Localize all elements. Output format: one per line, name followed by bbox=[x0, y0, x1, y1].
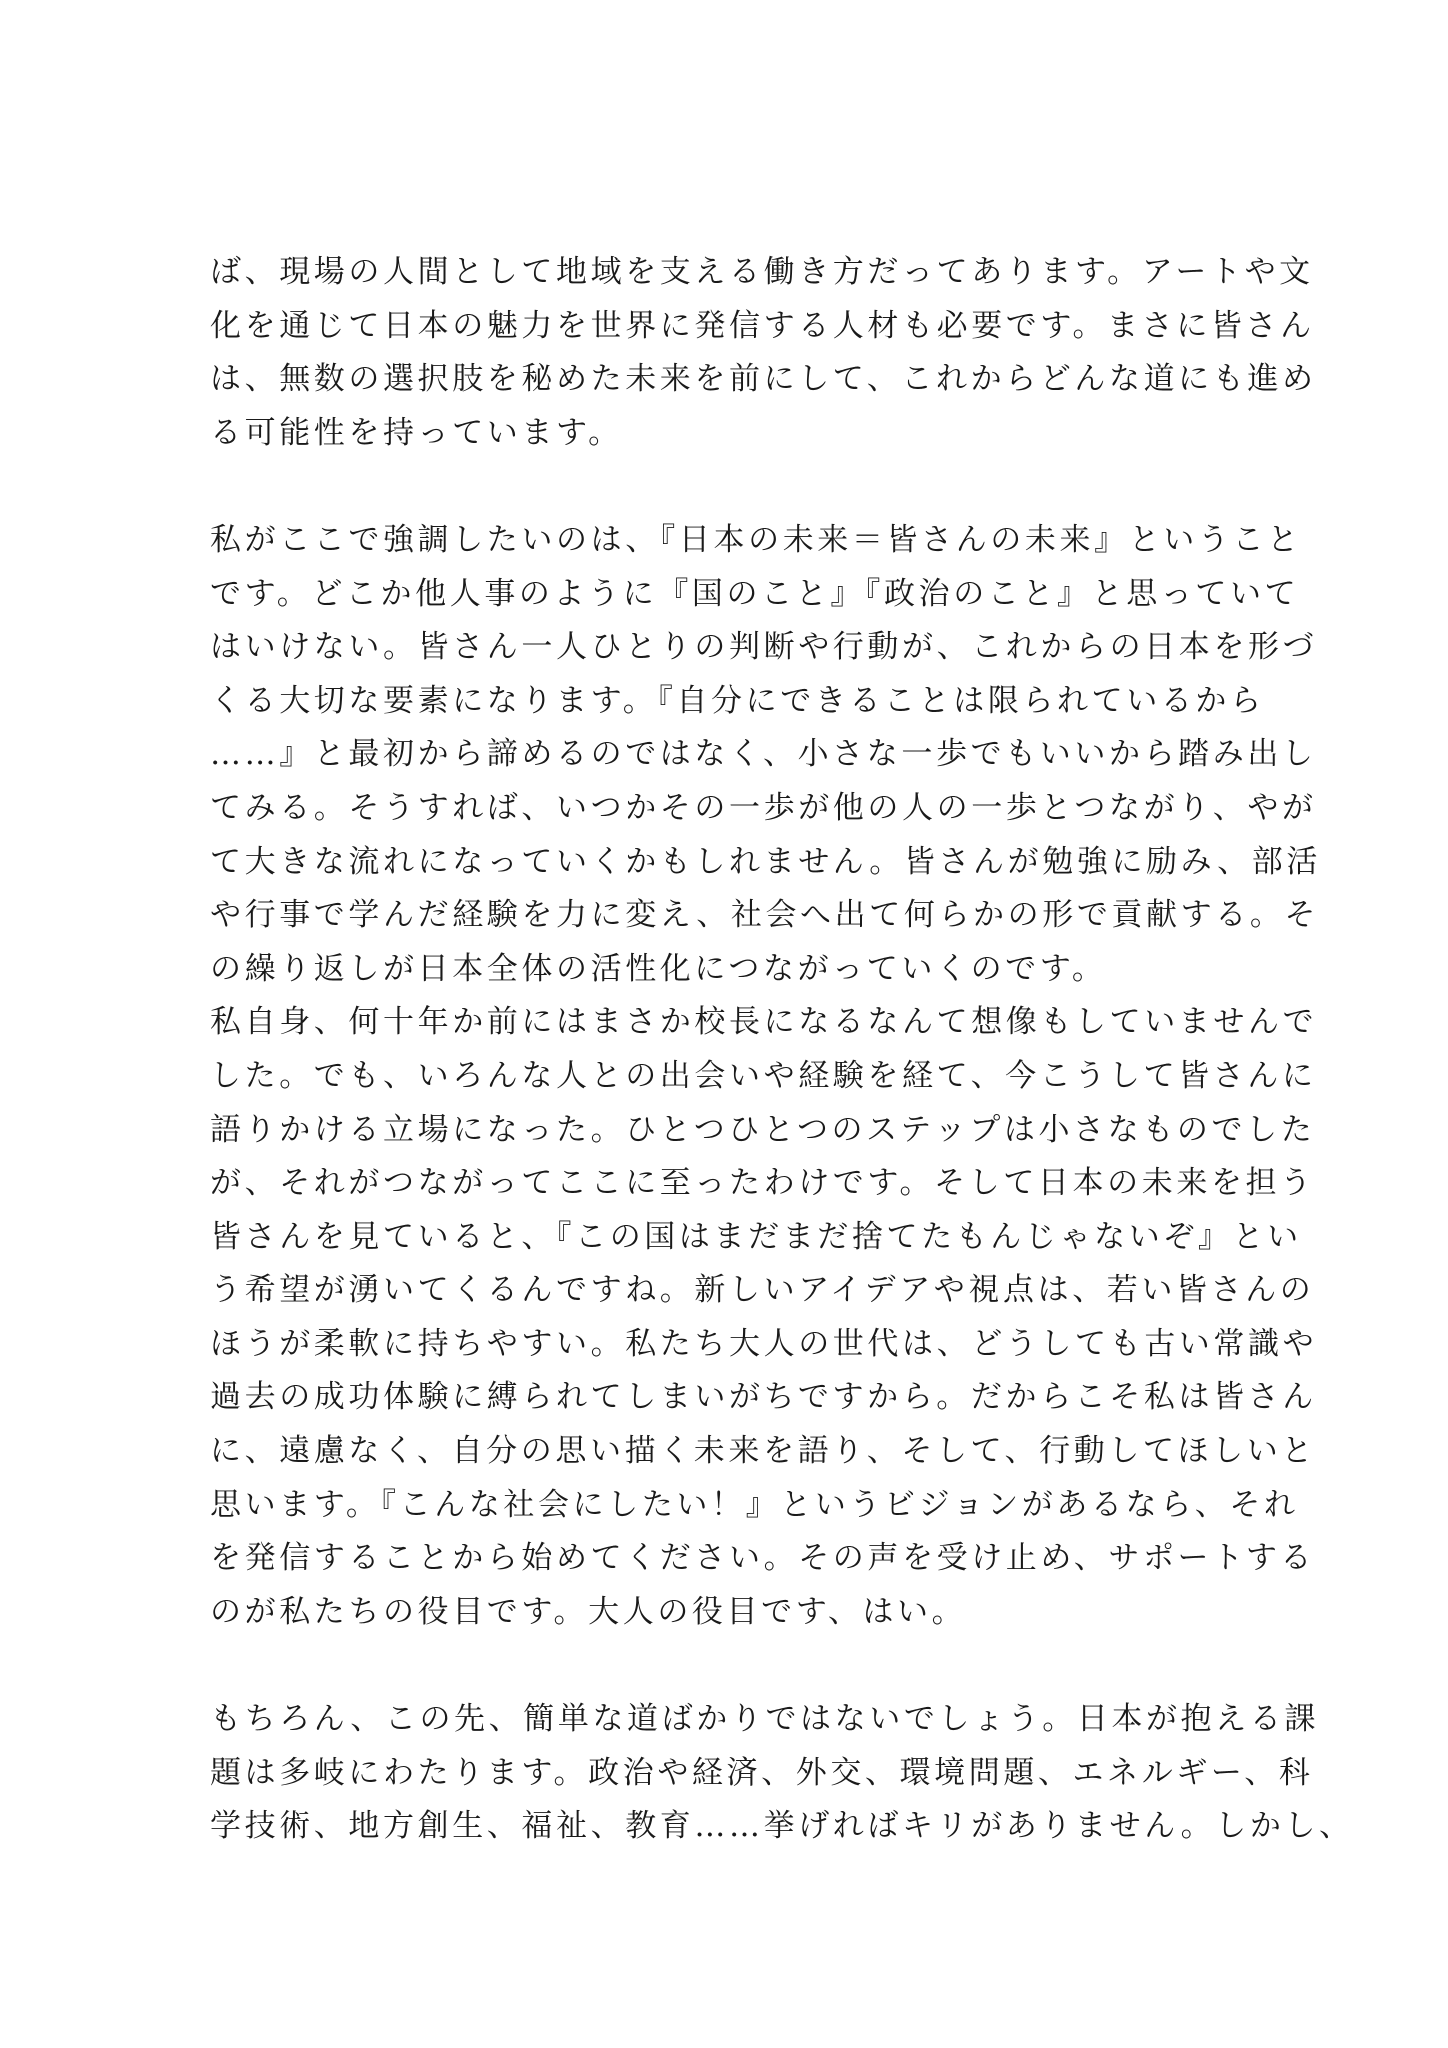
text-line: てみる。そうすれば、いつかその一歩が他の人の一歩とつながり、やが bbox=[210, 789, 1317, 826]
text-line: が、それがつながってここに至ったわけです。そして日本の未来を担う bbox=[210, 1165, 1315, 1202]
paragraph-spacer bbox=[210, 460, 1270, 514]
text-line: 化を通じて日本の魅力を世界に発信する人材も必要です。まさに皆さん bbox=[210, 307, 1315, 344]
text-line: 学技術、地方創生、福祉、教育……挙げればキリがありません。しかし、 bbox=[210, 1808, 1354, 1845]
text-line: 皆さんを見ていると、『この国はまだまだ捨てたもんじゃないぞ』とい bbox=[210, 1218, 1302, 1255]
text-line: 語りかける立場になった。ひとつひとつのステップは小さなものでした bbox=[210, 1111, 1316, 1148]
text-line: はいけない。皆さん一人ひとりの判断や行動が、これからの日本を形づ bbox=[210, 629, 1318, 666]
paragraph-2 bbox=[210, 514, 1321, 996]
paragraph-spacer bbox=[210, 1639, 1270, 1693]
text-line: や行事で学んだ経験を力に変え、社会へ出て何らかの形で貢献する。そ bbox=[210, 897, 1320, 934]
text-line: ほうが柔軟に持ちやすい。私たち大人の世代は、どうしても古い常識や bbox=[210, 1325, 1318, 1362]
paragraph-3 bbox=[210, 996, 1318, 1639]
text-line: て大きな流れになっていくかもしれません。皆さんが勉強に励み、部活 bbox=[210, 843, 1321, 880]
text-line: う希望が湧いてくるんですね。新しいアイデアや視点は、若い皆さんの bbox=[210, 1272, 1315, 1309]
text-line: を発信することから始めてください。その声を受け止め、サポートする bbox=[210, 1540, 1316, 1577]
text-line: ……』と最初から諦めるのではなく、小さな一歩でもいいから踏み出し bbox=[210, 736, 1317, 773]
text-line: 私自身、何十年か前にはまさか校長になるなんて想像もしていませんで bbox=[210, 1004, 1318, 1041]
text-line: もちろん、この先、簡単な道ばかりではないでしょう。日本が抱える課 bbox=[210, 1701, 1320, 1738]
text-line: です。どこか他人事のように『国のこと』『政治のこと』と思っていて bbox=[210, 575, 1300, 612]
paragraph-4 bbox=[210, 1693, 1354, 1854]
text-line: る可能性を持っています。 bbox=[210, 414, 623, 451]
text-line: のが私たちの役目です。大人の役目です、はい。 bbox=[210, 1593, 967, 1630]
text-line: くる大切な要素になります。『自分にできることは限られているから bbox=[210, 682, 1265, 719]
text-line: の繰り返しが日本全体の活性化につながっていくのです。 bbox=[210, 950, 1107, 987]
text-line: 思います。『こんな社会にしたい！』というビジョンがあるなら、それ bbox=[210, 1486, 1299, 1523]
text-line: 過去の成功体験に縛られてしまいがちですから。だからこそ私は皆さん bbox=[210, 1379, 1317, 1416]
text-line: 題は多岐にわたります。政治や経済、外交、環境問題、エネルギー、科 bbox=[210, 1754, 1314, 1791]
document-body bbox=[210, 246, 1354, 1854]
text-line: した。でも、いろんな人との出会いや経験を経て、今こうして皆さんに bbox=[210, 1057, 1317, 1094]
paragraph-1 bbox=[210, 246, 1317, 460]
text-line: は、無数の選択肢を秘めた未来を前にして、これからどんな道にも進め bbox=[210, 361, 1317, 398]
text-line: に、遠慮なく、自分の思い描く未来を語り、そして、行動してほしいと bbox=[210, 1433, 1316, 1470]
text-line: 私がここで強調したいのは、『日本の未来＝皆さんの未来』ということ bbox=[210, 521, 1302, 558]
text-line: ば、現場の人間として地域を支える働き方だってあります。アートや文 bbox=[210, 254, 1314, 290]
